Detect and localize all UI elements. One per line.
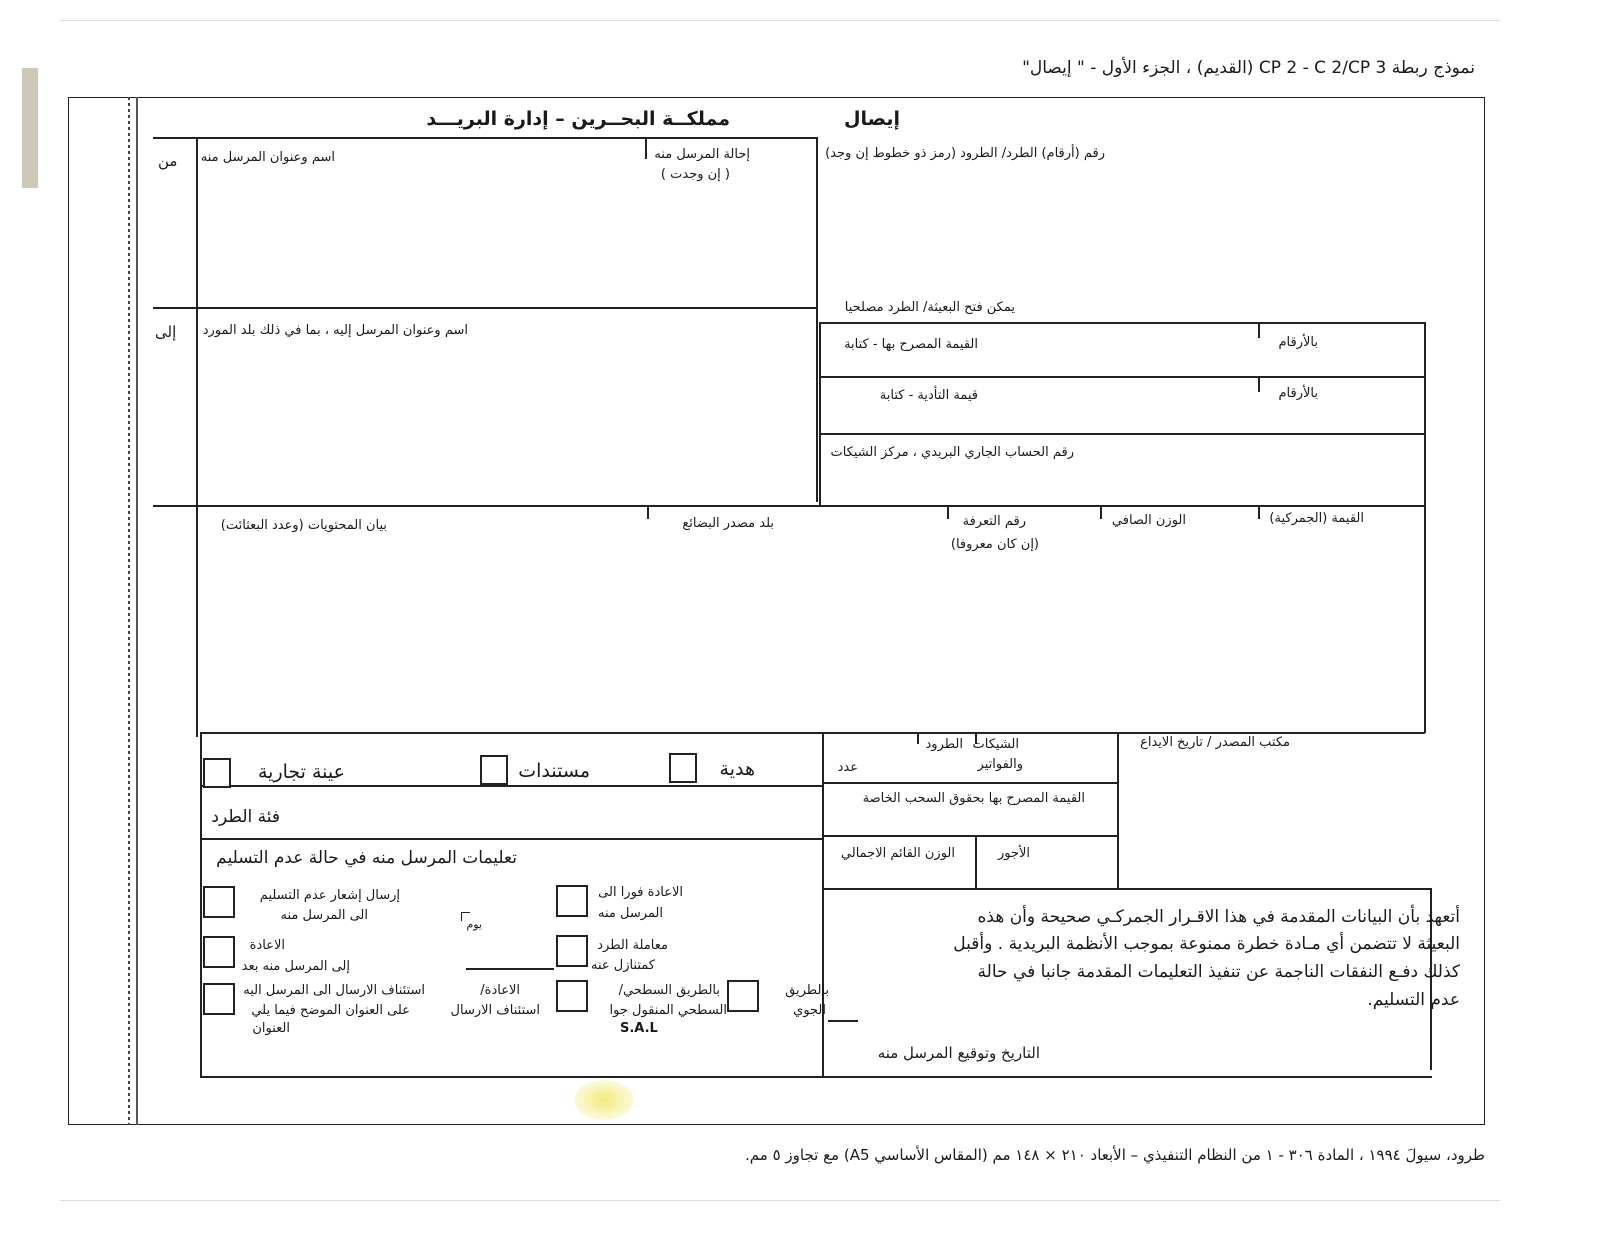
- gift-label: هدية: [719, 758, 755, 780]
- documents-checkbox[interactable]: [480, 755, 508, 785]
- cod-value-figures-label: بالأرقام: [1278, 386, 1318, 401]
- gross-weight-label: الوزن القائم الاجمالي: [840, 846, 955, 861]
- category-rule: [200, 785, 823, 787]
- parcels-divider: [917, 732, 919, 744]
- return-redirect-label-1: الاعادة/: [480, 983, 520, 998]
- return-redirect-label-2: استئناف الارسال: [450, 1003, 540, 1018]
- charges-divider: [975, 835, 977, 888]
- declaration-line-1: أتعهد بأن البيانات المقدمة في هذا الاقـرار الجمركـي صحيحة وأن هذه: [977, 907, 1460, 927]
- lower-bottom-rule: [200, 1076, 1432, 1078]
- days-corner-mark: [461, 912, 470, 921]
- col-divider-origin: [647, 505, 649, 519]
- parcel-numbers-label: رقم (أرقام) الطرد/ الطرود (رمز ذو خطوط إن وجد): [825, 146, 1105, 161]
- lower-top-rule: [200, 732, 1425, 734]
- treat-abandoned-label-2: كمتنازل عنه: [590, 958, 655, 973]
- notify-nondelivery-checkbox[interactable]: [203, 886, 235, 918]
- addressee-name-label: اسم وعنوان المرسل إليه ، بما في ذلك بلد المورد: [202, 323, 468, 338]
- category-label-rule: [200, 838, 823, 840]
- perforation-line: [128, 97, 130, 1125]
- treat-abandoned-label-1: معاملة الطرد: [597, 938, 668, 953]
- sal-code: S.A.L: [620, 1021, 658, 1036]
- declared-bottom-rule: [819, 376, 1425, 378]
- net-weight-header: الوزن الصافي: [1111, 513, 1186, 528]
- by-surface-label-1: بالطريق السطحي/: [618, 983, 720, 998]
- values-left-border: [819, 322, 821, 505]
- official-open-label: يمكن فتح البعيثة/ الطرد مصلحيا: [844, 300, 1015, 315]
- sender-name-field[interactable]: [200, 175, 812, 303]
- cod-value-words-label: قيمة التأدية - كتابة: [879, 388, 978, 403]
- sender-left-border: [196, 137, 198, 737]
- sender-row-label: من: [158, 152, 178, 170]
- days-entry-line[interactable]: [466, 968, 554, 970]
- sdr-rule: [822, 835, 1118, 837]
- sender-bottom-rule: [153, 307, 817, 309]
- redirect-label-2: على العنوان الموضح فيما يلي: [251, 1003, 410, 1018]
- form-reference: نموذج ربطة CP 2 - C 2/CP 3 (القديم) ، الجزء الأول - " إيصال": [1022, 58, 1475, 78]
- lower-mid-border: [822, 732, 824, 1078]
- scan-top-rule: [60, 20, 1500, 21]
- sender-reference-label: إحالة المرسل منه: [654, 147, 750, 162]
- cod-bottom-rule: [819, 433, 1425, 435]
- treat-abandoned-checkbox[interactable]: [556, 935, 588, 967]
- charges-label: الأجور: [997, 846, 1030, 861]
- checks-label: الشيكات: [972, 737, 1019, 752]
- return-immediately-checkbox[interactable]: [556, 885, 588, 917]
- return-after-label-1: الاعادة: [249, 938, 285, 953]
- parcels-count-label: الطرود: [925, 737, 963, 752]
- signature-tick: [828, 1020, 858, 1022]
- signature-label: التاريخ وتوقيع المرسل منه: [877, 1044, 1040, 1062]
- declaration-line-2: البعيثة لا تتضمن أي مـادة خطرة ممنوعة بموجب الأنظمة البريدية . وأقبل: [953, 934, 1460, 954]
- reference-divider: [645, 137, 647, 159]
- authority-title: مملكــة البحــرين – إدارة البريـــد: [426, 108, 730, 130]
- redirect-label-3: العنوان: [252, 1021, 290, 1036]
- declaration-line-4: عدم التسليم.: [1367, 990, 1460, 1010]
- counts-rule: [822, 782, 1118, 784]
- scan-edge-mark: [22, 68, 38, 188]
- cod-figures-divider: [1258, 376, 1260, 392]
- perforation-line-2: [136, 97, 138, 1125]
- sender-top-rule: [153, 137, 817, 139]
- notify-nondelivery-label-1: إرسال إشعار عدم التسليم: [259, 888, 400, 903]
- declared-figures-divider: [1258, 322, 1260, 338]
- instructions-title: تعليمات المرسل منه في حالة عدم التسليم: [216, 848, 517, 868]
- contents-description-header: بيان المحتويات (وعدد البعثائت): [220, 518, 387, 533]
- contents-entry-area[interactable]: [200, 560, 1420, 728]
- values-right-border: [1424, 322, 1426, 505]
- commercial-sample-checkbox[interactable]: [203, 758, 231, 788]
- parcel-numbers-field[interactable]: [824, 170, 1424, 290]
- by-air-label-2: الجوي: [793, 1003, 826, 1018]
- declared-value-figures-label: بالأرقام: [1278, 335, 1318, 350]
- declared-sdr-label: القيمة المصرح بها بحقوق السحب الخاصة: [862, 791, 1085, 806]
- col-divider-tariff: [947, 505, 949, 519]
- tariff-number-header: رقم التعرفة: [962, 514, 1026, 529]
- scan-bottom-rule: [60, 1200, 1500, 1201]
- origin-country-header: بلد مصدر البضائع: [682, 516, 774, 531]
- declared-value-words-label: القيمة المصرح بها - كتابة: [844, 337, 978, 352]
- tariff-note: (إن كان معروفا): [950, 537, 1039, 552]
- invoices-label: والفواتير: [977, 757, 1023, 772]
- days-label: يوم: [466, 918, 482, 931]
- postal-account-label: رقم الحساب الجاري البريدي ، مركز الشيكات: [830, 445, 1074, 460]
- gift-checkbox[interactable]: [669, 753, 697, 783]
- lower-left-border: [200, 732, 202, 1078]
- declaration-top-rule: [822, 888, 1432, 890]
- contents-right-border: [1424, 505, 1426, 733]
- commercial-sample-label: عينة تجارية: [257, 761, 345, 783]
- count-label: عدد: [837, 760, 858, 775]
- return-immediately-label-2: المرسل منه: [598, 906, 663, 921]
- form-footer: طرود، سيولَ ١٩٩٤ ، المادة ٣٠٦ - ١ من النظام التنفيذي – الأبعاد ٢١٠ × ١٤٨ مم (المقاس الأساسي A5) مع تجاوز ٥ مم.: [745, 1146, 1485, 1164]
- addressee-name-field[interactable]: [200, 345, 812, 500]
- addressee-bottom-rule: [153, 505, 1425, 507]
- return-after-label-2: إلى المرسل منه بعد: [241, 959, 350, 974]
- notify-nondelivery-label-2: الى المرسل منه: [280, 908, 368, 923]
- redirect-checkbox[interactable]: [203, 983, 235, 1015]
- parcel-category-label: فئة الطرد: [211, 807, 280, 827]
- addressee-row-label: إلى: [155, 323, 177, 341]
- receipt-label: إيصال: [844, 108, 900, 130]
- by-air-label-1: بالطريق: [785, 983, 829, 998]
- by-air-checkbox[interactable]: [727, 980, 759, 1012]
- signature-field[interactable]: [1100, 1030, 1420, 1070]
- documents-label: مستندات: [518, 760, 590, 782]
- values-top-rule: [819, 322, 1425, 324]
- sender-name-label: اسم وعنوان المرسل منه: [200, 150, 335, 165]
- customs-value-header: القيمة (الجمركية): [1269, 511, 1364, 526]
- redirect-label-1: استئناف الارسال الى المرسل اليه: [243, 983, 425, 998]
- office-left-border: [1117, 732, 1119, 888]
- sender-right-border: [816, 137, 818, 502]
- col-divider-weight: [1100, 505, 1102, 519]
- declaration-line-3: كذلك دفـع النفقات الناجمة عن تنفيذ التعليمات المقدمة جانبا في حالة: [977, 962, 1460, 982]
- sender-reference-note: ( إن وجدت ): [660, 167, 730, 182]
- return-after-checkbox[interactable]: [203, 936, 235, 968]
- origin-office-label: مكتب المصدر / تاريخ الايداع: [1140, 735, 1290, 750]
- return-redirect-checkbox[interactable]: [556, 980, 588, 1012]
- return-immediately-label-1: الاعادة فورا الى: [598, 885, 683, 900]
- col-divider-value: [1258, 505, 1260, 519]
- by-surface-label-2: السطحي المنقول جوا: [609, 1003, 727, 1018]
